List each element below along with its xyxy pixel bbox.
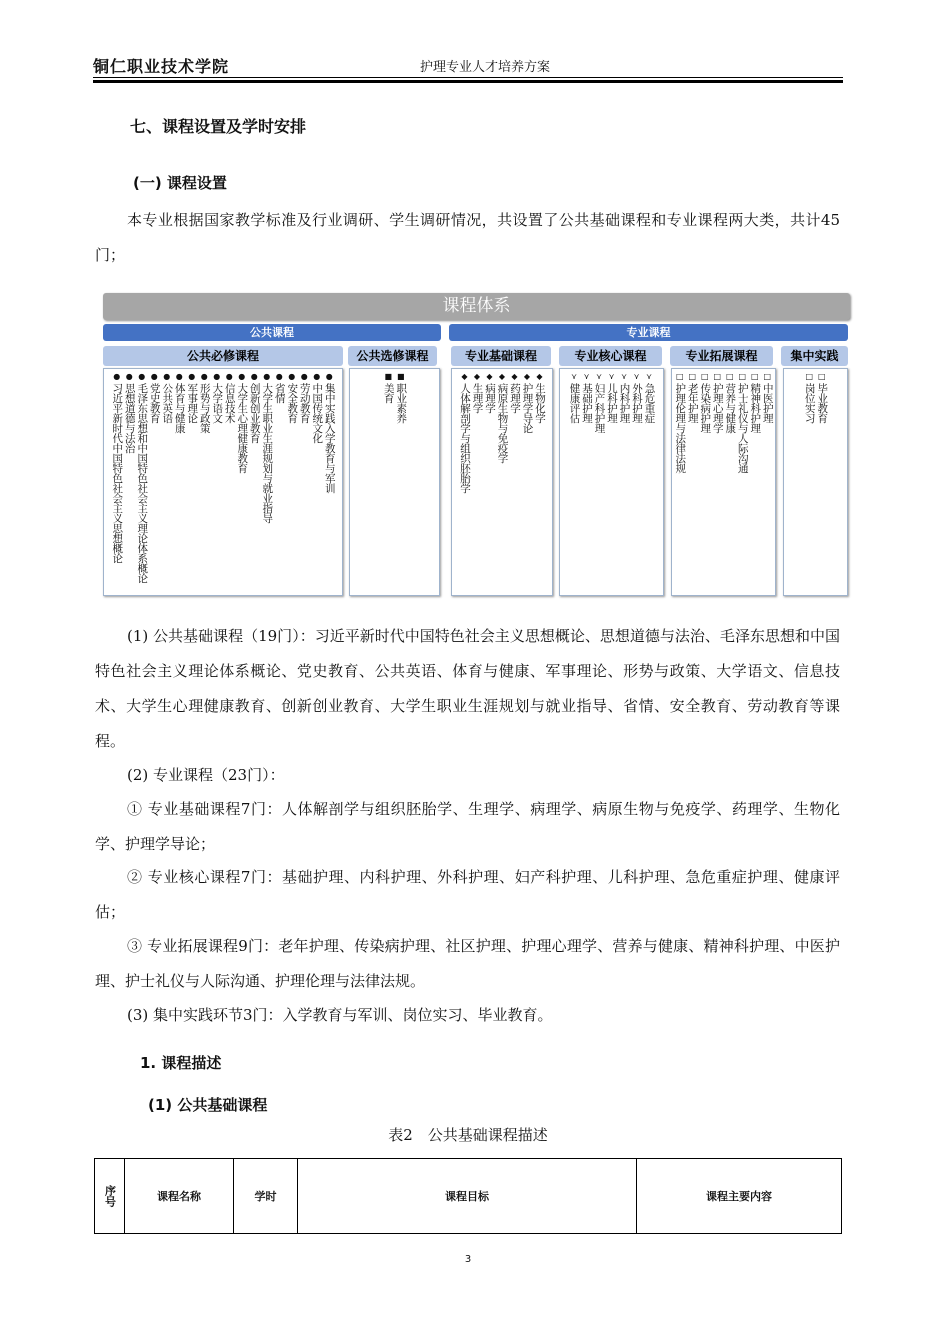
course-item	[522, 372, 533, 595]
course-name: 药理学	[509, 383, 521, 413]
course-name: 省情	[273, 383, 286, 403]
bullet-marker-icon: ●	[125, 372, 133, 381]
bullet-marker-icon: ⋎	[646, 372, 652, 381]
bullet-marker-icon: ■	[396, 372, 405, 381]
header-divider	[93, 77, 843, 78]
course-name: 健康评估	[568, 383, 581, 423]
group-header: 公共选修课程	[348, 346, 437, 366]
course-item	[737, 372, 748, 595]
bullet-marker-icon: ⋎	[583, 372, 590, 381]
paragraph-core-courses: ② 专业核心课程7门：基础护理、内科护理、外科护理、妇产科护理、儿科护理、急危重症护理、健康评估；	[95, 868, 840, 921]
course-item	[224, 372, 235, 595]
course-item	[299, 372, 310, 595]
course-name: 大学生心理健康教育	[236, 383, 249, 473]
bullet-marker-icon: ◆	[536, 372, 543, 381]
course-item	[162, 372, 173, 595]
bullet-marker-icon: □	[675, 372, 684, 381]
bullet-marker-icon: ◆	[498, 372, 506, 381]
course-name: 病原生物与免疫学	[496, 383, 509, 463]
course-name: 中国传统文化	[311, 383, 324, 443]
course-item	[312, 372, 323, 595]
course-item	[249, 372, 260, 595]
bullet-marker-icon: ●	[213, 372, 221, 381]
bullet-marker-icon: ●	[200, 372, 208, 381]
course-item	[484, 372, 495, 595]
course-item	[687, 372, 698, 595]
course-item	[124, 372, 135, 595]
group-header: 集中实践	[781, 346, 848, 366]
course-item	[594, 372, 605, 595]
course-name: 岗位实习	[803, 383, 816, 423]
course-item	[112, 372, 123, 595]
bullet-marker-icon: ⋎	[633, 372, 640, 381]
course-name: 习近平新时代中国特色社会主义思想概论	[111, 383, 124, 563]
course-item	[631, 372, 642, 595]
bullet-marker-icon: ⋎	[571, 372, 577, 381]
course-item	[762, 372, 773, 595]
table-caption: 表2 公共基础课程描述	[388, 1126, 548, 1144]
course-name: 内科护理	[618, 383, 631, 423]
course-name: 病理学	[484, 383, 496, 413]
course-item	[712, 372, 723, 595]
course-name: 生物化学	[534, 383, 546, 423]
bullet-marker-icon: ●	[300, 372, 308, 381]
course-item	[804, 372, 815, 595]
course-item	[212, 372, 223, 595]
bullet-marker-icon: ●	[288, 372, 296, 381]
course-name: 生理学	[471, 383, 484, 413]
bullet-marker-icon: ⋎	[608, 372, 615, 381]
course-name: 护理学导论	[521, 383, 534, 433]
bullet-marker-icon: ⋎	[621, 372, 627, 381]
course-item	[534, 372, 545, 595]
category-professional: 专业课程	[449, 324, 848, 341]
course-item	[472, 372, 483, 595]
paragraph-professional-courses: (2) 专业课程（23门）：	[127, 766, 285, 784]
course-item	[262, 372, 273, 595]
header-course-goal: 课程目标	[298, 1159, 637, 1234]
course-name: 护理心理学	[711, 383, 724, 433]
bullet-marker-icon: ●	[138, 372, 146, 381]
course-name: 中医护理	[761, 383, 774, 423]
bullet-marker-icon: □	[725, 372, 734, 381]
course-name: 外科护理	[631, 383, 643, 423]
bullet-marker-icon: ●	[325, 372, 333, 381]
bullet-marker-icon: ●	[150, 372, 158, 381]
course-name: 急危重症	[643, 383, 656, 423]
header-school-name: 铜仁职业技术学院	[93, 57, 230, 76]
paragraph-extension-courses: ③ 专业拓展课程9门：老年护理、传染病护理、社区护理、护理心理学、营养与健康、精神科护理、中医护理、护士礼仪与人际沟通、护理伦理与法律法规。	[95, 937, 840, 990]
bullet-marker-icon: ●	[225, 372, 233, 381]
group-course-list	[349, 368, 440, 596]
bullet-marker-icon: ●	[313, 372, 321, 381]
diagram-title: 课程体系	[103, 293, 850, 320]
bullet-marker-icon: □	[763, 372, 772, 381]
course-item	[137, 372, 148, 595]
course-item	[817, 372, 828, 595]
course-name: 精神科护理	[749, 383, 762, 433]
section-title: 七、课程设置及学时安排	[130, 117, 307, 136]
course-name: 集中实践入学教育与军训	[323, 383, 336, 493]
bullet-marker-icon: ●	[275, 372, 283, 381]
bullet-marker-icon: ◆	[461, 372, 468, 381]
bullet-marker-icon: □	[817, 372, 826, 381]
bullet-marker-icon: ●	[163, 372, 171, 381]
bullet-marker-icon: □	[750, 372, 759, 381]
bullet-marker-icon: ◆	[511, 372, 518, 381]
course-item	[383, 372, 394, 595]
public-courses-subtitle: (1) 公共基础课程	[148, 1096, 268, 1114]
header-divider-thick	[93, 80, 843, 83]
page-number: 3	[464, 1254, 472, 1265]
course-item	[581, 372, 592, 595]
course-item	[675, 372, 686, 595]
course-name: 基础护理	[581, 383, 593, 423]
group-course-list	[451, 368, 553, 596]
course-item	[174, 372, 185, 595]
bullet-marker-icon: □	[738, 372, 747, 381]
bullet-marker-icon: □	[805, 372, 814, 381]
course-name: 美育	[382, 383, 395, 403]
course-name: 大学生职业生涯规划与就业指导	[261, 383, 274, 523]
intro-paragraph: 本专业根据国家教学标准及行业调研、学生调研情况，共设置了公共基础课程和专业课程两大类，共计45门；	[95, 211, 840, 264]
paragraph-basic-courses: ① 专业基础课程7门：人体解剖学与组织胚胎学、生理学、病理学、病原生物与免疫学、药理学、生物化学、护理学导论；	[95, 800, 840, 853]
course-item	[199, 372, 210, 595]
bullet-marker-icon: ●	[188, 372, 196, 381]
course-item	[497, 372, 508, 595]
bullet-marker-icon: ■	[384, 372, 393, 381]
course-item	[606, 372, 617, 595]
subsection-title: (一) 课程设置	[133, 174, 227, 192]
header-index: 序号	[95, 1159, 125, 1234]
bullet-marker-icon: ●	[238, 372, 246, 381]
group-header: 专业基础课程	[451, 346, 551, 366]
course-name: 营养与健康	[724, 383, 737, 433]
paragraph-public-courses: (1) 公共基础课程（19门）：习近平新时代中国特色社会主义思想概论、思想道德与法治、毛泽东思想和中国特色社会主义理论体系概论、党史教育、公共英语、体育与健康、军事理论、形势与政策、大学语文、信息技术、大学生心理健康教育、创新创业教育、大学生职业生涯规划与就业指导、省情、安全教育、劳动教育等课程。	[95, 627, 840, 750]
header-doc-title: 护理专业人才培养方案	[420, 60, 551, 75]
bullet-marker-icon: ●	[113, 372, 121, 381]
course-item	[644, 372, 655, 595]
course-name: 公共英语	[161, 383, 174, 423]
header-course-content: 课程主要内容	[637, 1159, 842, 1234]
group-header: 公共必修课程	[103, 346, 343, 366]
category-public: 公共课程	[103, 324, 441, 341]
bullet-marker-icon: □	[700, 372, 709, 381]
course-description-title: 1. 课程描述	[140, 1054, 222, 1072]
course-item	[509, 372, 520, 595]
course-item	[725, 372, 736, 595]
course-name: 党史教育	[148, 383, 161, 423]
course-item	[396, 372, 407, 595]
group-course-list	[103, 368, 343, 596]
group-header: 专业拓展课程	[670, 346, 773, 366]
course-name: 安全教育	[286, 383, 299, 423]
course-name: 妇产科护理	[593, 383, 606, 433]
course-item	[187, 372, 198, 595]
course-name: 儿科护理	[606, 383, 618, 423]
course-item	[287, 372, 298, 595]
bullet-marker-icon: ⋎	[596, 372, 602, 381]
course-name: 护理伦理与法律法规	[674, 383, 687, 473]
table-header-row	[95, 1159, 842, 1234]
group-course-list	[559, 368, 664, 596]
course-name: 毕业教育	[816, 383, 829, 423]
course-item	[149, 372, 160, 595]
course-name: 毛泽东思想和中国特色社会主义理论体系概论	[136, 383, 149, 583]
course-name: 军事理论	[186, 383, 199, 423]
course-name: 人体解剖学与组织胚胎学	[459, 383, 471, 493]
course-name: 劳动教育	[298, 383, 311, 423]
course-name: 信息技术	[223, 383, 236, 423]
course-name: 老年护理	[686, 383, 699, 423]
bullet-marker-icon: ●	[175, 372, 183, 381]
course-item	[619, 372, 630, 595]
group-course-list	[671, 368, 776, 596]
header-hours: 学时	[234, 1159, 298, 1234]
bullet-marker-icon: □	[713, 372, 722, 381]
course-item	[750, 372, 761, 595]
course-name: 体育与健康	[173, 383, 186, 433]
course-item	[700, 372, 711, 595]
course-name: 形势与政策	[198, 383, 211, 433]
course-item	[459, 372, 470, 595]
group-course-list	[783, 368, 848, 596]
bullet-marker-icon: □	[688, 372, 697, 381]
paragraph-practice: (3) 集中实践环节3门：入学教育与军训、岗位实习、毕业教育。	[127, 1006, 553, 1024]
course-item	[324, 372, 335, 595]
course-item	[237, 372, 248, 595]
bullet-marker-icon: ◆	[523, 372, 531, 381]
bullet-marker-icon: ●	[263, 372, 271, 381]
course-item	[274, 372, 285, 595]
course-item	[569, 372, 580, 595]
course-name: 思想道德与法治	[123, 383, 136, 453]
bullet-marker-icon: ◆	[486, 372, 493, 381]
course-name: 护士礼仪与人际沟通	[736, 383, 749, 473]
course-name: 创新创业教育	[248, 383, 261, 443]
bullet-marker-icon: ●	[250, 372, 258, 381]
group-header: 专业核心课程	[559, 346, 662, 366]
course-name: 大学语文	[211, 383, 224, 423]
header-course-name: 课程名称	[125, 1159, 234, 1234]
course-name: 传染病护理	[699, 383, 712, 433]
course-description-table	[94, 1158, 842, 1234]
bullet-marker-icon: ◆	[473, 372, 481, 381]
course-name: 职业素养	[395, 383, 408, 423]
